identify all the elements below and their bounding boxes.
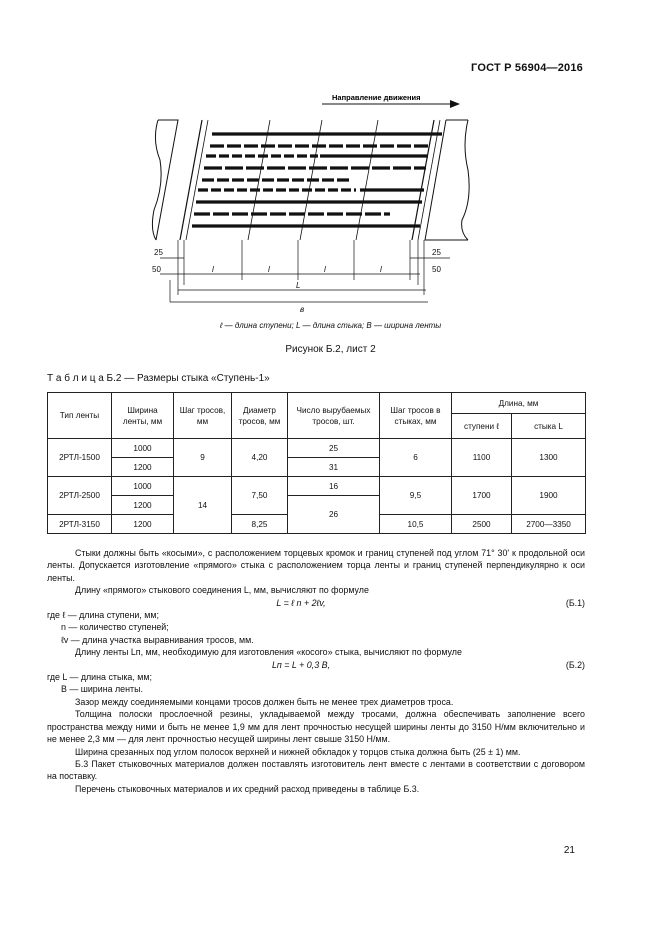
figure-legend: ℓ — длина ступени; L — длина стыка; B — ширина ленты (219, 321, 442, 330)
table-cell: 9 (174, 439, 232, 477)
table-cell: 26 (288, 496, 380, 534)
dim-step-2: l (268, 265, 270, 274)
table-cell: 2700—3350 (512, 515, 586, 534)
table-cell: 1300 (512, 439, 586, 477)
dim-width: в (300, 305, 305, 314)
dim-total: L (296, 281, 301, 290)
th-pitch: Шаг тросов, мм (174, 393, 232, 439)
table-cell: 4,20 (232, 439, 288, 477)
table-cell: 1000 (112, 477, 174, 496)
th-joint-length: стыка L (512, 414, 586, 439)
th-diameter: Диаметр тросов, мм (232, 393, 288, 439)
where-item: где L — длина стыка, мм; (47, 672, 152, 683)
table-cell: 31 (288, 458, 380, 477)
table-cell: 1900 (512, 477, 586, 515)
table-cell: 1200 (112, 496, 174, 515)
table-cell: 2РТЛ-1500 (48, 439, 112, 477)
th-pitch-joint: Шаг тросов в стыках, мм (380, 393, 452, 439)
where-item: где ℓ — длина ступени, мм; (47, 610, 159, 621)
table-cell: 16 (288, 477, 380, 496)
where-item: B — ширина ленты. (61, 684, 143, 695)
formula: L = ℓ n + 2ℓv, (276, 597, 326, 608)
joint-diagram (150, 90, 470, 330)
figure-caption: Рисунок Б.2, лист 2 (285, 344, 376, 355)
dim-25-left: 25 (154, 248, 163, 257)
dim-50-right: 50 (432, 265, 441, 274)
joint-sizes-table (47, 392, 586, 534)
table-caption: Т а б л и ц а Б.2 — Размеры стыка «Ступень-1» (47, 373, 270, 384)
dim-step-3: l (324, 265, 326, 274)
th-type: Тип ленты (48, 393, 112, 439)
table-cell: 25 (288, 439, 380, 458)
table-cell: 2РТЛ-2500 (48, 477, 112, 515)
table-row (48, 439, 586, 458)
th-length: Длина, мм (452, 393, 586, 414)
formula-b2 (47, 659, 585, 671)
dim-50-left: 50 (152, 265, 161, 274)
paragraph: Перечень стыковочных материалов и их средний расход приведены в таблице Б.3. (75, 783, 420, 794)
table-cell: 2РТЛ-3150 (48, 515, 112, 534)
formula-number: (Б.1) (565, 597, 585, 608)
th-cut-count: Число вырубаемых тросов, шт. (288, 393, 380, 439)
table-cell: 1200 (112, 515, 174, 534)
document-body (47, 547, 585, 795)
table-cell: 6 (380, 439, 452, 477)
table-cell: 9,5 (380, 477, 452, 515)
table-cell: 1200 (112, 458, 174, 477)
table-cell: 10,5 (380, 515, 452, 534)
dim-step-1: l (212, 265, 214, 274)
left-belt-break (152, 120, 161, 240)
table-cell: 7,50 (232, 477, 288, 515)
table-cell: 2500 (452, 515, 512, 534)
paragraph: Длину «прямого» стыкового соединения L, мм, вычисляют по формуле (75, 585, 369, 596)
table-row (48, 477, 586, 496)
paragraph: Длину ленты Lп, мм, необходимую для изготовления «косого» стыка, вычисляют по формуле (75, 647, 462, 658)
table-cell: 14 (174, 477, 232, 534)
table-cell: 8,25 (232, 515, 288, 534)
where-item: n — количество ступеней; (61, 622, 169, 633)
formula-b1 (47, 597, 585, 609)
right-belt-break (462, 120, 470, 240)
direction-label: Направление движения (332, 93, 421, 102)
table-cell: 1700 (452, 477, 512, 515)
paragraph: Толщина полоски прослоечной резины, укладываемой между тросами, должна обеспечивать заполнение всего пространства между ними и быть не менее 1,9 мм для лент прочностью несущей ширины ленты до 3150 Н/мм включительно и не менее 2,3 мм — для лент прочностью несущей ширины лент свыше 3150 Н/мм. (47, 709, 585, 745)
where-item: ℓv — длина участка выравнивания тросов, мм. (61, 634, 254, 645)
paragraph: Б.3 Пакет стыковочных материалов должен поставлять изготовитель лент вместе с лентами в соответствии с договором на поставку. (47, 758, 585, 782)
document-header: ГОСТ Р 56904—2016 (471, 62, 583, 74)
table-cell: 1000 (112, 439, 174, 458)
paragraph: Ширина срезанных под углом полосок верхней и нижней обкладок у торцов стыка должна быть (25 ± 1) мм. (75, 746, 521, 757)
page-number: 21 (563, 845, 575, 856)
th-width: Ширина ленты, мм (112, 393, 174, 439)
left-belt-edge (156, 120, 178, 240)
dim-25-right: 25 (432, 248, 441, 257)
paragraph: Стыки должны быть «косыми», с расположением торцевых кромок и границ ступеней под углом 71° 30' к продольной оси ленты. Допускается изготовление «прямого» стыка с расположением торца ленты и границ ступеней перпендикулярно к оси ленты. (47, 548, 585, 583)
dim-step-4: l (380, 265, 382, 274)
paragraph: Зазор между соединяемыми концами тросов должен быть не менее трех диаметров троса. (75, 696, 454, 707)
th-step-length: ступени ℓ (452, 414, 512, 439)
formula-number: (Б.2) (565, 659, 585, 670)
formula: Lп = L + 0,3 B, (271, 659, 330, 670)
table-cell: 1100 (452, 439, 512, 477)
